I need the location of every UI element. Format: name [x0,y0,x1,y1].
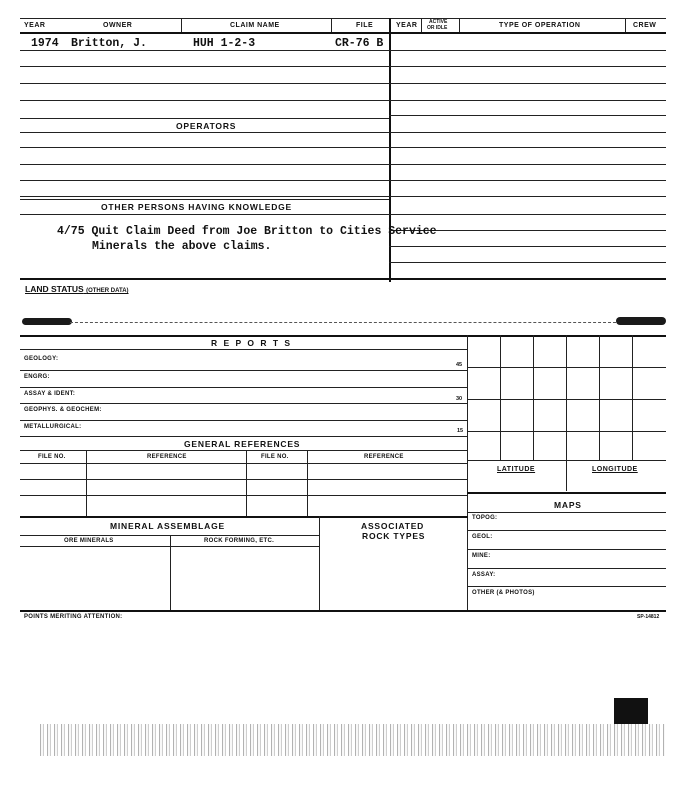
report-assay-ident: ASSAY & IDENT: [24,391,76,397]
col-file-no: FILE NO. [38,454,66,460]
maps-row-line [467,568,666,569]
header-file: FILE [356,22,374,29]
row-line [389,246,666,247]
footer-top-line [20,610,666,612]
maps-heading: MAPS [554,500,582,510]
header-type-of-operation: TYPE OF OPERATION [499,22,581,29]
header-active: ACTIVE [429,19,448,25]
general-references-header-line [20,450,468,451]
upper-block-bottom-line [20,278,666,280]
associated-rock-types-line-2: ROCK TYPES [362,531,426,541]
row-line [389,262,666,263]
longitude-label: LONGITUDE [592,466,638,473]
scan-noise-block [614,698,648,724]
latitude-label: LATITUDE [497,466,536,473]
header-divider [389,18,391,32]
row-line [389,115,666,116]
row-line [20,180,666,181]
header-top-line [20,18,666,19]
mineral-top-line [20,516,468,518]
reports-header-line [20,349,468,350]
header-bottom-line [20,32,666,34]
maps-row-line [467,586,666,587]
header-divider [625,18,626,32]
grid-row [467,460,666,461]
row-line [20,66,666,67]
land-status-heading: LAND STATUS [25,284,84,294]
maps-mine: MINE: [472,553,491,559]
report-row-line [20,420,468,421]
ref-row-line [20,479,468,480]
grid-col [533,335,534,460]
land-status-label [25,284,129,294]
mineral-assemblage-heading: MINERAL ASSEMBLAGE [110,521,225,531]
report-geophys-geochem: GEOPHYS. & GEOCHEM: [24,407,102,413]
operators-top-line [20,118,389,119]
record-year: 1974 [31,37,59,50]
col-reference: REFERENCE [147,454,187,460]
other-persons-top-line [20,199,389,200]
grid-col [599,335,600,460]
grid-col [566,335,567,491]
ref-row-line [20,463,468,464]
row-line [20,147,666,148]
header-claim-name: CLAIM NAME [230,22,280,29]
reports-heading: R E P O R T S [211,338,293,348]
maps-assay: ASSAY: [472,572,496,578]
mineral-header-bottom-line [20,546,319,547]
col-reference-2: REFERENCE [364,454,404,460]
scan-smudge [22,318,72,325]
header-divider [331,18,332,32]
header-crew: CREW [633,22,657,29]
header-divider [459,18,460,32]
record-file: CR-76 B [335,37,384,50]
operators-heading: OPERATORS [176,121,237,131]
land-status-line [70,322,616,323]
maps-other-photos: OTHER (& PHOTOS) [472,590,535,596]
report-engrg: ENGRG: [24,374,50,380]
grid-col [500,335,501,460]
general-references-heading: GENERAL REFERENCES [184,439,301,449]
row-line [20,50,666,51]
header-year: YEAR [24,22,46,29]
record-owner: Britton, J. [71,37,147,50]
margin-number-30: 30 [456,396,463,402]
points-meriting-attention: POINTS MERITING ATTENTION: [24,614,123,620]
ref-col-divider [86,450,87,516]
maps-row-line [467,530,666,531]
report-row-line [20,403,468,404]
col-ore-minerals: ORE MINERALS [64,538,114,544]
scan-noise-band [40,724,665,756]
row-line [20,83,666,84]
upper-vertical-divider [389,32,391,282]
land-status-sub: (OTHER DATA) [86,288,129,294]
general-references-top-line [20,436,468,437]
col-file-no-2: FILE NO. [261,454,289,460]
report-row-line [20,387,468,388]
maps-row-line [467,549,666,550]
header-divider [421,18,422,32]
operators-bottom-line [20,132,666,133]
grid-row [467,367,666,368]
report-row-line [20,370,468,371]
ref-col-divider [246,450,247,516]
row-line [20,100,666,101]
row-line [20,164,666,165]
header-owner: OWNER [103,22,133,29]
margin-number-15: 15 [457,428,464,434]
other-persons-bottom-line [20,214,666,215]
grid-row [467,431,666,432]
maps-header-line [467,512,666,513]
header-divider [181,18,182,32]
ref-row-line [20,495,468,496]
row-line [20,196,666,197]
col-rock-forming: ROCK FORMING, ETC. [204,538,275,544]
report-geology: GEOLOGY: [24,356,59,362]
form-code: SP-14812 [637,614,660,620]
other-persons-heading: OTHER PERSONS HAVING KNOWLEDGE [101,202,293,212]
note-line-1: 4/75 Quit Claim Deed from Joe Britton to Cities Service [57,225,437,238]
scan-smudge [616,317,666,325]
header-year-2: YEAR [396,22,418,29]
margin-number-45: 45 [456,362,463,368]
report-metallurgical: METALLURGICAL: [24,424,82,430]
maps-geol: GEOL: [472,534,493,540]
associated-rock-types-line-1: ASSOCIATED [361,521,425,531]
mineral-divider [319,516,320,610]
maps-topog: TOPOG: [472,515,498,521]
record-claim-name: HUH 1-2-3 [193,37,256,50]
grid-row [467,399,666,400]
reports-top-line [20,335,666,337]
header-or-idle: OR IDLE [427,25,448,31]
ref-col-divider [307,450,308,516]
grid-col [632,335,633,460]
note-line-2: Minerals the above claims. [92,240,272,253]
maps-top-line [467,492,666,494]
